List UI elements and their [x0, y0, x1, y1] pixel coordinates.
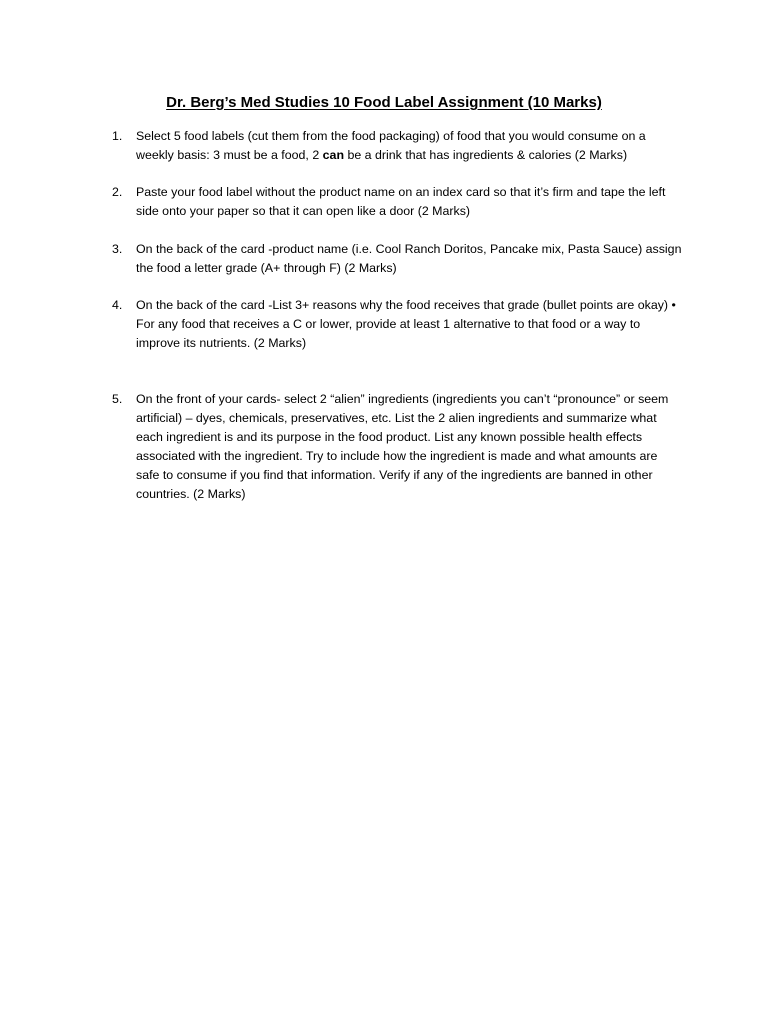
item-text-part: be a drink that has ingredients & calories (2 Marks)	[344, 148, 628, 162]
list-item	[112, 183, 682, 221]
item-text: Paste your food label without the product name on an index card so that it’s firm and tape the left side onto your paper so that it can open like a door (2 Marks)	[136, 185, 666, 218]
item-text-part: Select 5 food labels (cut them from the food packaging) of food that you would consume on a weekly basis: 3 must be a food, 2	[136, 129, 646, 162]
document-title: Dr. Berg’s Med Studies 10 Food Label Assignment (10 Marks)	[166, 94, 602, 111]
item-number: 4.	[112, 298, 123, 312]
item-text-bold: can	[322, 148, 345, 162]
item-number: 5.	[112, 392, 123, 406]
item-text: On the back of the card -product name (i.e. Cool Ranch Doritos, Pancake mix, Pasta Sauce) assign the food a letter grade (A+ through F) (2 Marks)	[136, 242, 682, 275]
list-item	[112, 296, 682, 353]
item-number: 1.	[112, 129, 123, 143]
list-item	[112, 240, 682, 278]
list-item	[112, 127, 682, 165]
item-text: On the back of the card -List 3+ reasons why the food receives that grade (bullet points are okay) • For any food that receives a C or lower, provide at least 1 alternative to that food or a way to improve its nutrients. (2 Marks)	[136, 298, 676, 350]
item-text	[136, 127, 682, 165]
item-number: 3.	[112, 242, 123, 256]
item-number: 2.	[112, 185, 123, 199]
list-item	[112, 390, 682, 504]
item-text: On the front of your cards- select 2 “alien” ingredients (ingredients you can’t “pronounce” or seem artificial) – dyes, chemicals, preservatives, etc. List the 2 alien ingredients and summarize what each ingredient is and its purpose in the food product. List any known possible health effects associated with the ingredient. Try to include how the ingredient is made and what amounts are safe to consume if you find that information. Verify if any of the ingredients are banned in other countries. (2 Marks)	[136, 392, 669, 501]
